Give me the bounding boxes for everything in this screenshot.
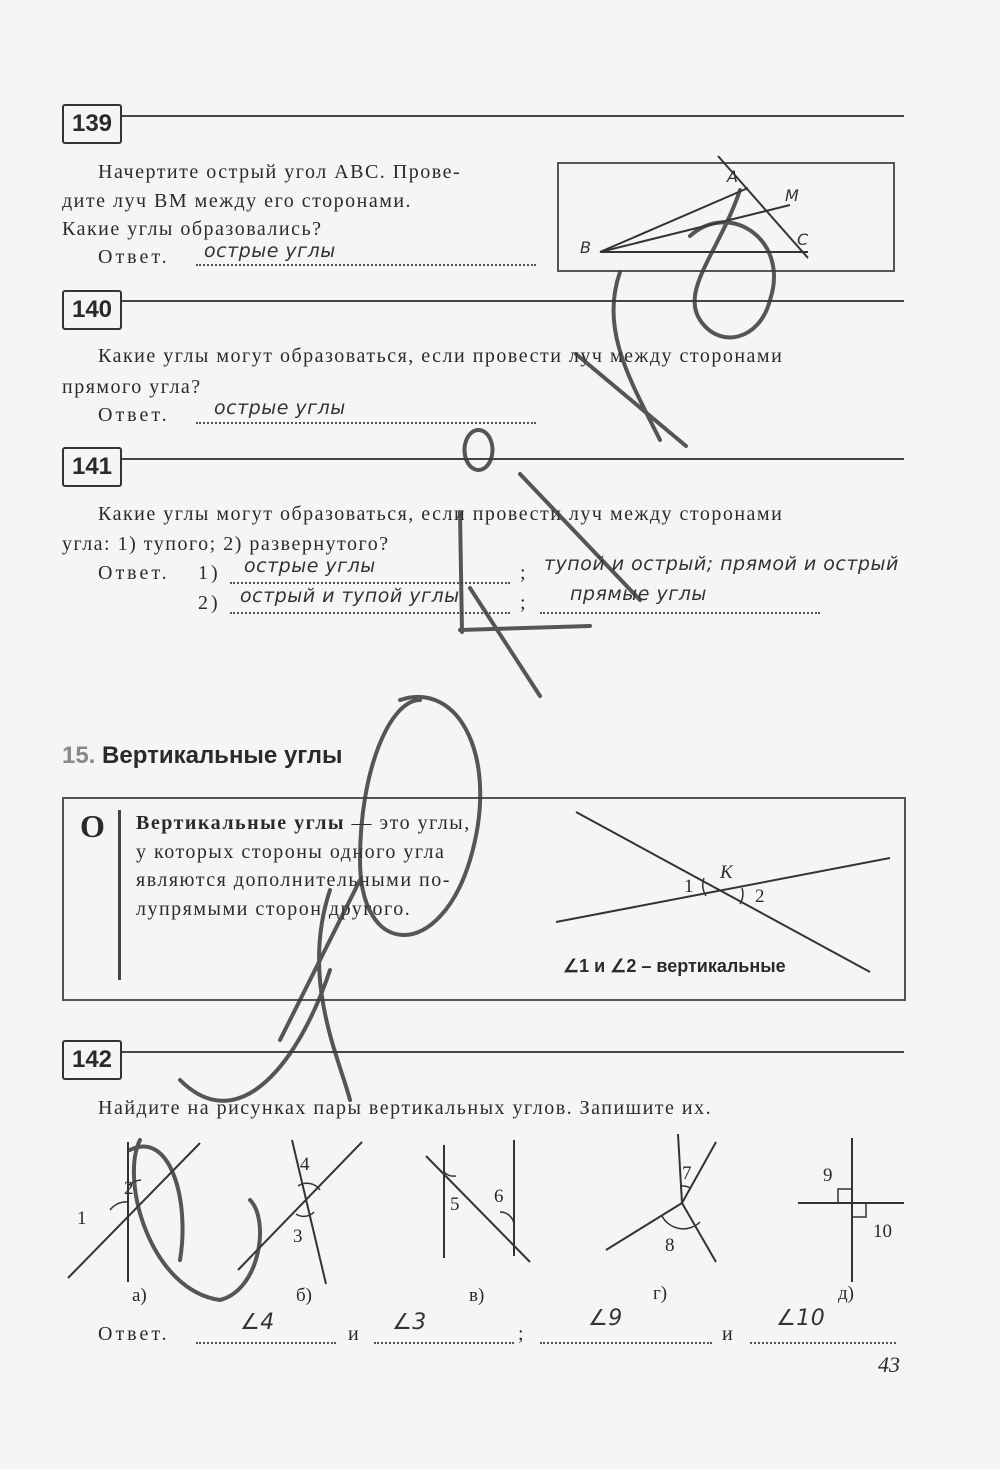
ex142-handwritten-3: ∠9 [588, 1306, 623, 1331]
fig-g-ray-2 [682, 1142, 716, 1203]
ex141-handwritten-2b: прямые углы [570, 583, 707, 605]
ex141-line2: угла: 1) тупого; 2) развернутого? [62, 533, 390, 555]
vertical-angles-figure [556, 812, 890, 972]
ex141-semicolon2: ; [520, 592, 529, 614]
definition-line1-rest: — это углы, [345, 812, 471, 834]
pencil-scribbles [130, 190, 774, 1300]
scribble-stroke-1 [576, 354, 686, 446]
definition-term: Вертикальные углы [136, 812, 346, 834]
ex141-handwritten-1b: тупой и острый; прямой и острый [544, 553, 899, 575]
label-M: M [785, 186, 800, 205]
angle-num-8: 8 [665, 1235, 675, 1256]
figure-label-g: г) [653, 1283, 668, 1304]
label-C: C [797, 230, 809, 249]
ex142-semicolon: ; [518, 1323, 527, 1345]
scribble-circle [464, 430, 492, 470]
ex139-line3: Какие углы образовались? [62, 218, 323, 240]
angle-num-2: 2 [124, 1178, 134, 1199]
ex142-answer-label: Ответ. [98, 1323, 170, 1345]
label-B: B [580, 238, 592, 257]
fig-g-ray-4 [682, 1203, 716, 1262]
definition-line2: у которых стороны одного угла [136, 841, 446, 863]
figure-angle-1: 1 [684, 876, 694, 897]
ex142-handwritten-1: ∠4 [240, 1310, 275, 1335]
exercise-number-label: 139 [71, 110, 113, 137]
ex139-angle-figure [600, 156, 808, 258]
ex141-handwritten-1a: острые углы [244, 555, 376, 577]
fig-a-arc-1 [110, 1202, 128, 1210]
scribble-stroke-8 [319, 890, 350, 1100]
label-A: A [727, 167, 739, 186]
angle-num-6: 6 [494, 1186, 504, 1207]
fig-d-right-angle-10 [852, 1203, 866, 1217]
scribble-stroke-5 [460, 512, 462, 632]
angle-num-4: 4 [300, 1154, 310, 1175]
definition-marker: О [80, 808, 105, 844]
ex139-handwritten-answer: острые углы [204, 240, 336, 262]
exercise-number-label: 141 [71, 453, 113, 480]
angle-num-10: 10 [873, 1221, 892, 1242]
ex141-line1: Какие углы могут образоваться, если провести луч между сторонами [98, 503, 784, 525]
ex140-handwritten-answer: острые углы [214, 397, 346, 419]
ex139-line2: дите луч BM между его сторонами. [62, 190, 413, 212]
ex140-line1: Какие углы могут образоваться, если провести луч между сторонами [98, 345, 784, 367]
ex140-answer-label: Ответ. [98, 404, 170, 426]
exercise-number-label: 140 [71, 296, 113, 323]
definition-line4: лупрямыми сторон другого. [136, 898, 412, 920]
ex141-item1: 1) [198, 562, 221, 584]
ex142-and-2: и [722, 1323, 736, 1345]
figure-label-b: б) [296, 1285, 312, 1306]
exercise-number-label: 142 [71, 1046, 113, 1073]
ray-BM [600, 205, 790, 252]
fig-d-right-angle-9 [838, 1189, 852, 1203]
fig-g-ray-3 [606, 1203, 682, 1250]
angle-num-7: 7 [682, 1163, 692, 1184]
scribble-loop-2 [360, 697, 480, 935]
scribble-stroke-2 [614, 272, 660, 440]
ex141-handwritten-2a: острый и тупой углы [240, 585, 460, 607]
scribble-loop-3 [134, 1140, 260, 1300]
fig-b-arc-2 [296, 1212, 314, 1216]
ex140-line2: прямого угла? [62, 376, 202, 398]
ex142-figures [68, 1134, 904, 1284]
scribble-stroke-4 [470, 588, 540, 696]
figure-label-a: а) [132, 1285, 147, 1306]
fig-b-line-2 [292, 1140, 326, 1284]
ex142-handwritten-4: ∠10 [776, 1306, 826, 1331]
angle-num-9: 9 [823, 1165, 833, 1186]
figure-label-K: K [720, 862, 733, 883]
ex142-and-1: и [348, 1323, 362, 1345]
angle-num-1: 1 [77, 1208, 87, 1229]
ex141-answer-label: Ответ. [98, 562, 170, 584]
definition-line-1 [576, 812, 870, 972]
scribble-stroke-3 [520, 474, 640, 600]
figure-label-d: д) [838, 1283, 854, 1304]
angle-num-5: 5 [450, 1194, 460, 1215]
page-number: 43 [878, 1352, 900, 1377]
definition-line3: являются дополнительными по- [136, 869, 451, 891]
ex141-semicolon1: ; [520, 562, 529, 584]
figure-angle-2: 2 [755, 886, 765, 907]
section-title: Вертикальные углы [102, 742, 343, 769]
section-number: 15. [62, 742, 96, 769]
ex142-handwritten-2: ∠3 [392, 1310, 427, 1335]
ex139-line1: Начертите острый угол ABC. Прове- [98, 161, 462, 183]
fig-g-ray-1 [678, 1134, 682, 1203]
ex142-text: Найдите на рисунках пары вертикальных углов. Запишите их. [98, 1097, 713, 1119]
figure-label-v: в) [469, 1285, 485, 1306]
scribble-stroke-6 [460, 626, 590, 630]
definition-caption: ∠1 и ∠2 – вертикальные [563, 956, 786, 976]
fig-v-arc-2 [500, 1212, 514, 1224]
scribble-stroke-9 [180, 970, 330, 1101]
ex141-item2: 2) [198, 592, 221, 614]
angle-num-3: 3 [293, 1226, 303, 1247]
definition-line-2 [556, 858, 890, 922]
ex139-answer-label: Ответ. [98, 246, 170, 268]
